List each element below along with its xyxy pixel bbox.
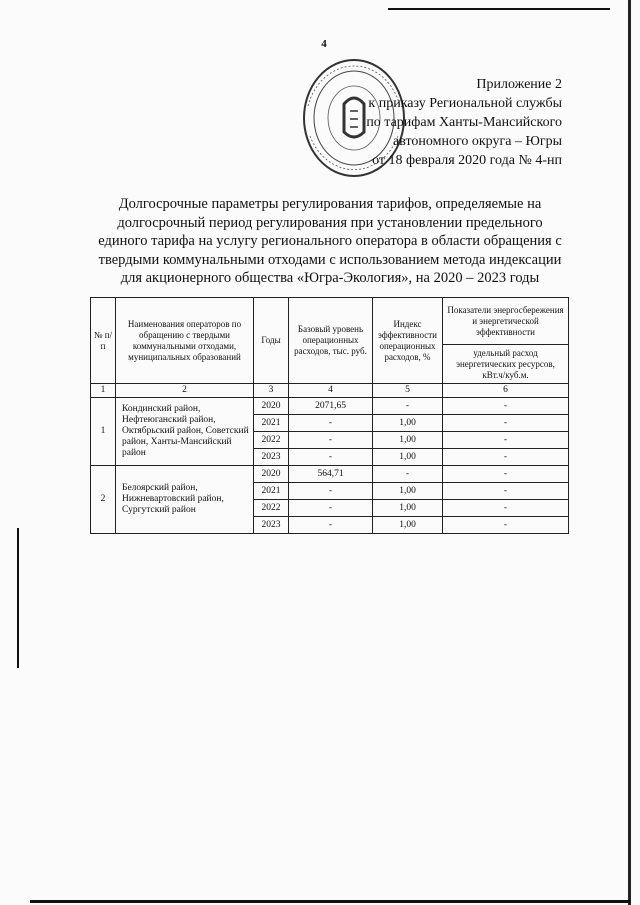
group-name: Кондинский район, Нефтеюганский район, Октябрьский район, Советский район, Ханты-Мансийский район [116,398,254,466]
header-energy-sub: удельный расход энергетических ресурсов, кВт.ч/куб.м. [443,345,569,384]
table-row [91,466,569,483]
column-number-row [91,384,569,398]
row-year: 2022 [254,500,289,517]
appendix-line-2: к приказу Региональной службы [368,96,562,111]
row-energy: - [443,432,569,449]
row-energy: - [443,517,569,534]
row-energy: - [443,500,569,517]
row-year: 2021 [254,415,289,432]
column-number: 2 [116,384,254,398]
row-base: - [289,517,373,534]
row-year: 2023 [254,517,289,534]
header-name: Наименования операторов по обращению с твердыми коммунальными отходами, муниципальных образований [116,298,254,384]
row-index: 1,00 [373,449,443,466]
row-base: - [289,500,373,517]
group-num: 1 [91,398,116,466]
row-base: - [289,415,373,432]
group-name: Белоярский район, Нижневартовский район, Сургутский район [116,466,254,534]
scan-left-mark [17,528,19,668]
row-base: - [289,432,373,449]
document-title: Долгосрочные параметры регулирования тарифов, определяемые на долгосрочный период регулирования при установлении предельного единого тарифа на услугу регионального оператора в области обращения с твердыми коммунальными отходами с использованием метода индексации для акционерного общества «Югра-Экология», на 2020 – 2023 годы [98,196,562,286]
row-energy: - [443,398,569,415]
column-number: 4 [289,384,373,398]
header-index: Индекс эффективности операционных расходов, % [373,298,443,384]
appendix-line-3: по тарифам Ханты-Мансийского [366,115,562,130]
table-row [91,398,569,415]
column-number: 6 [443,384,569,398]
scan-top-edge [388,8,610,10]
row-energy: - [443,466,569,483]
row-base: - [289,449,373,466]
appendix-line-1: Приложение 2 [476,77,562,92]
appendix-line-5: от 18 февраля 2020 года № 4-нп [372,153,562,168]
row-base: - [289,483,373,500]
header-years: Годы [254,298,289,384]
group-num: 2 [91,466,116,534]
column-number: 1 [91,384,116,398]
row-base: 2071,65 [289,398,373,415]
row-year: 2020 [254,398,289,415]
column-number: 3 [254,384,289,398]
row-energy: - [443,483,569,500]
row-index: 1,00 [373,483,443,500]
appendix-line-4: автономного округа – Югры [393,134,562,149]
row-year: 2020 [254,466,289,483]
row-energy: - [443,449,569,466]
row-year: 2022 [254,432,289,449]
header-num: № п/п [91,298,116,384]
row-base: 564,71 [289,466,373,483]
row-energy: - [443,415,569,432]
header-base: Базовый уровень операционных расходов, тыс. руб. [289,298,373,384]
row-year: 2023 [254,449,289,466]
row-index: - [373,466,443,483]
row-index: - [373,398,443,415]
header-energy-group: Показатели энергосбережения и энергетической эффективности [443,298,569,345]
scan-bottom-edge [30,900,630,903]
tariff-parameters-table [90,297,569,534]
scan-right-edge [628,0,631,905]
row-index: 1,00 [373,517,443,534]
row-index: 1,00 [373,415,443,432]
row-index: 1,00 [373,500,443,517]
page-number: 4 [321,38,327,50]
row-year: 2021 [254,483,289,500]
column-number: 5 [373,384,443,398]
row-index: 1,00 [373,432,443,449]
